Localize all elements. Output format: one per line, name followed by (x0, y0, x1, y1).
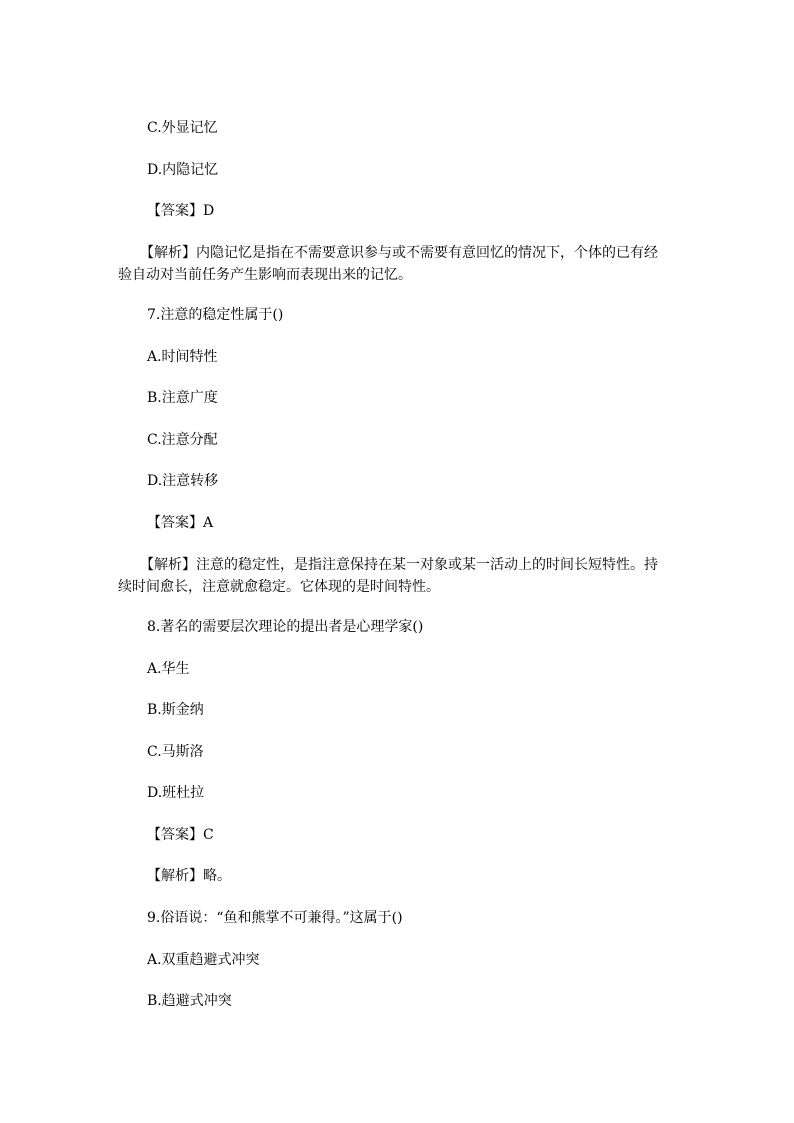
explanation-line-2: 验自动对当前任务产生影响而表现出来的记忆。 (118, 267, 412, 283)
option-b: B.趋避式冲突 (147, 993, 232, 1009)
option-a: A.双重趋避式冲突 (147, 952, 260, 968)
explanation-line-2: 续时间愈长，注意就愈稳定。它体现的是时间特性。 (118, 579, 440, 595)
question-9: 9.俗语说：“鱼和熊掌不可兼得。”这属于() (147, 910, 403, 926)
explanation-line-1: 【解析】注意的稳定性，是指注意保持在某一对象或某一活动上的时间长短特性。持 (140, 557, 658, 573)
answer-line: 【答案】D (147, 203, 215, 219)
question-8: 8.著名的需要层次理论的提出者是心理学家() (147, 619, 424, 635)
option-b: B.注意广度 (147, 390, 218, 406)
option-c: C.马斯洛 (147, 744, 204, 760)
option-c: C.外显记忆 (147, 120, 218, 136)
explanation-line: 【解析】略。 (147, 868, 231, 884)
question-7: 7.注意的稳定性属于() (147, 307, 284, 323)
option-c: C.注意分配 (147, 432, 218, 448)
option-b: B.斯金纳 (147, 702, 204, 718)
option-a: A.时间特性 (147, 349, 218, 365)
option-d: D.班杜拉 (147, 785, 205, 801)
answer-line: 【答案】C (147, 827, 214, 843)
option-d: D.内隐记忆 (147, 162, 219, 178)
explanation-line-1: 【解析】内隐记忆是指在不需要意识参与或不需要有意回忆的情况下，个体的已有经 (140, 245, 658, 261)
option-a: A.华生 (147, 661, 190, 677)
answer-line: 【答案】A (147, 515, 214, 531)
option-d: D.注意转移 (147, 473, 219, 489)
